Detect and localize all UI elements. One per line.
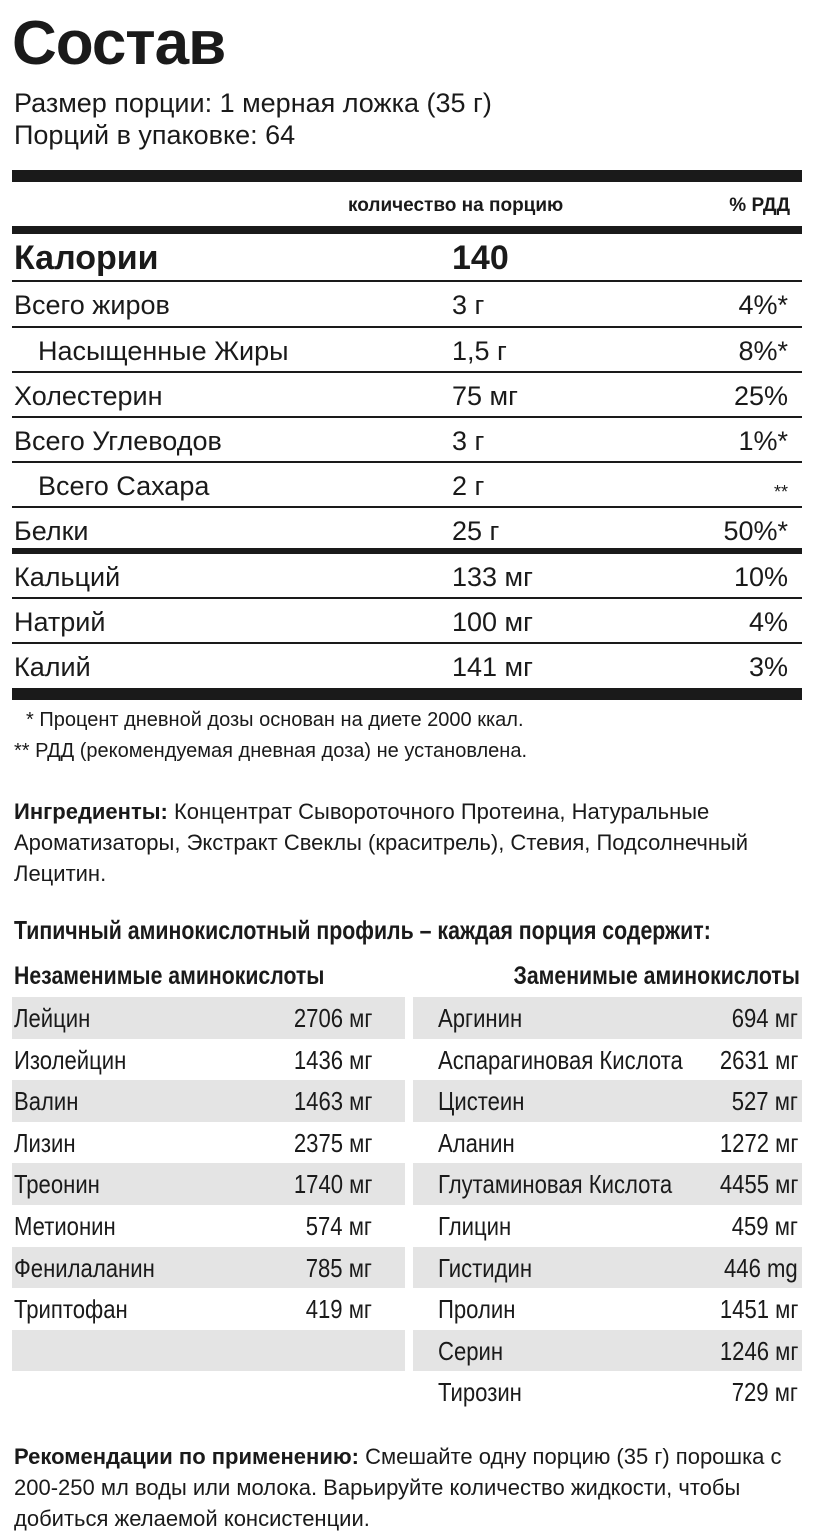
servings-per-container: Порций в упаковке: 64 <box>14 120 296 150</box>
directions <box>14 1441 804 1534</box>
nutrient-amount: 3 г <box>452 290 485 320</box>
amino-name: Тирозин <box>438 1377 522 1408</box>
amino-name: Лейцин <box>14 1003 91 1033</box>
amino-value: 527 мг <box>731 1086 798 1117</box>
amino-name: Метионин <box>14 1210 116 1241</box>
nutrient-dv: 25% <box>733 381 788 411</box>
nutrient-name: Всего Сахара <box>38 471 210 501</box>
nutrient-row <box>12 418 802 462</box>
amino-value: 1463 мг <box>293 1086 372 1117</box>
nutrient-name: Белки <box>14 516 89 546</box>
ingredients-label: Ингредиенты: <box>14 799 168 824</box>
amino-name: Триптофан <box>14 1294 128 1325</box>
calories-label: Калории <box>14 239 159 277</box>
nutrient-amount: 3 г <box>452 426 485 456</box>
list-item <box>413 1039 802 1081</box>
list-item <box>413 1247 802 1289</box>
thick-divider-bottom <box>12 688 802 700</box>
list-item <box>12 1247 405 1289</box>
amino-name: Треонин <box>14 1169 100 1200</box>
ingredients <box>14 796 804 889</box>
nutrient-name: Насыщенные Жиры <box>38 336 289 366</box>
amino-name: Глицин <box>438 1210 512 1241</box>
essential-amino-list <box>12 997 405 1371</box>
nutrient-name: Калий <box>14 652 91 682</box>
essential-amino-title: Незаменимые аминокислоты <box>14 962 325 990</box>
amino-value: 2375 мг <box>293 1127 372 1158</box>
amino-name: Пролин <box>438 1294 516 1325</box>
calories-row <box>12 234 802 278</box>
nutrient-amount: 75 мг <box>452 381 518 411</box>
list-item <box>12 1330 405 1372</box>
list-item <box>12 997 405 1039</box>
thick-divider-top <box>12 170 802 182</box>
list-item <box>413 1080 802 1122</box>
nutrient-dv: 4% <box>748 607 788 637</box>
amino-name: Изолейцин <box>14 1044 127 1075</box>
list-item <box>12 1080 405 1122</box>
nutrient-dv: 4%* <box>738 290 788 320</box>
list-item <box>413 997 802 1039</box>
nutrient-row <box>12 599 802 643</box>
amino-value: 1740 мг <box>293 1169 372 1200</box>
amino-name: Цистеин <box>438 1086 525 1117</box>
list-item <box>12 1288 405 1330</box>
amino-value: 1451 мг <box>719 1294 798 1325</box>
nutrient-dv: ** <box>773 482 788 502</box>
thick-divider-header <box>12 226 802 234</box>
nutrient-amount: 141 мг <box>452 652 533 682</box>
list-item <box>413 1163 802 1205</box>
amino-value: 446 mg <box>724 1252 798 1283</box>
amino-name: Гистидин <box>438 1252 533 1283</box>
amino-value: 1246 мг <box>719 1335 798 1366</box>
amino-value: 729 мг <box>731 1377 798 1408</box>
list-item <box>413 1122 802 1164</box>
nutrient-row <box>12 644 802 688</box>
amino-name: Фенилаланин <box>14 1252 155 1283</box>
list-item <box>413 1205 802 1247</box>
amino-name: Аспарагиновая Кислота <box>438 1044 683 1075</box>
nutrient-dv: 3% <box>748 652 788 682</box>
amino-value: 2706 мг <box>293 1003 372 1033</box>
nutrient-amount: 2 г <box>452 471 485 501</box>
list-item <box>413 1330 802 1372</box>
amino-name: Валин <box>14 1086 79 1117</box>
amino-name: Лизин <box>14 1127 76 1158</box>
list-item <box>12 1205 405 1247</box>
list-item <box>413 1371 802 1413</box>
amino-value: 1436 мг <box>293 1044 372 1075</box>
nutrient-dv: 10% <box>733 562 788 592</box>
nonessential-amino-title: Заменимые аминокислоты <box>513 962 800 990</box>
nutrient-row <box>12 328 802 372</box>
calories-value: 140 <box>452 239 509 277</box>
nutrient-row <box>12 463 802 507</box>
nutrient-dv: 1%* <box>738 426 788 456</box>
nutrient-row <box>12 554 802 598</box>
nonessential-amino-list <box>413 997 802 1413</box>
nutrient-row <box>12 508 802 552</box>
nutrient-amount: 25 г <box>452 516 500 546</box>
amino-name: Серин <box>438 1335 504 1366</box>
directions-text: Смешайте одну порцию (35 г) порошка с 200-250 мл воды или молока. Варьируйте количество жидкости, чтобы добиться желаемой консистенции. <box>14 1444 782 1531</box>
footnote: * Процент дневной дозы основан на диете 2000 ккал. <box>26 709 524 731</box>
amino-value: 419 мг <box>305 1294 372 1325</box>
ingredients-text: Концентрат Сывороточного Протеина, Натуральные Ароматизаторы, Экстракт Свеклы (краситрель), Стевия, Подсолнечный Лецитин. <box>14 799 749 886</box>
nutrient-row <box>12 373 802 417</box>
table-header-amount: количество на порцию <box>348 195 564 216</box>
amino-value: 459 мг <box>731 1210 798 1241</box>
amino-name: Глутаминовая Кислота <box>438 1169 673 1200</box>
nutrient-dv: 8%* <box>738 336 788 366</box>
footnote: ** РДД (рекомендуемая дневная доза) не установлена. <box>14 740 528 762</box>
nutrient-row <box>12 282 802 326</box>
list-item <box>12 1039 405 1081</box>
directions-label: Рекомендации по применению: <box>14 1444 359 1469</box>
nutrient-name: Всего Углеводов <box>14 426 222 456</box>
nutrient-name: Кальций <box>14 562 121 592</box>
amino-profile-heading: Типичный аминокислотный профиль – каждая порция содержит: <box>14 915 711 945</box>
nutrient-amount: 1,5 г <box>452 336 507 366</box>
list-item <box>12 1163 405 1205</box>
amino-value: 694 мг <box>731 1003 798 1033</box>
amino-value: 1272 мг <box>719 1127 798 1158</box>
nutrient-dv: 50%* <box>723 516 788 546</box>
amino-name: Аланин <box>438 1127 515 1158</box>
nutrient-amount: 100 мг <box>452 607 533 637</box>
amino-name: Аргинин <box>438 1003 523 1033</box>
nutrient-amount: 133 мг <box>452 562 533 592</box>
amino-value: 4455 мг <box>719 1169 798 1200</box>
nutrient-name: Всего жиров <box>14 290 170 320</box>
nutrient-name: Холестерин <box>14 381 163 411</box>
nutrient-name: Натрий <box>14 607 106 637</box>
amino-value: 785 мг <box>305 1252 372 1283</box>
list-item <box>12 1122 405 1164</box>
amino-value: 2631 мг <box>719 1044 798 1075</box>
amino-value: 574 мг <box>305 1210 372 1241</box>
serving-size: Размер порции: 1 мерная ложка (35 г) <box>14 88 492 118</box>
list-item <box>413 1288 802 1330</box>
table-header-dv: % РДД <box>729 195 790 216</box>
page-title: Состав <box>12 9 226 78</box>
